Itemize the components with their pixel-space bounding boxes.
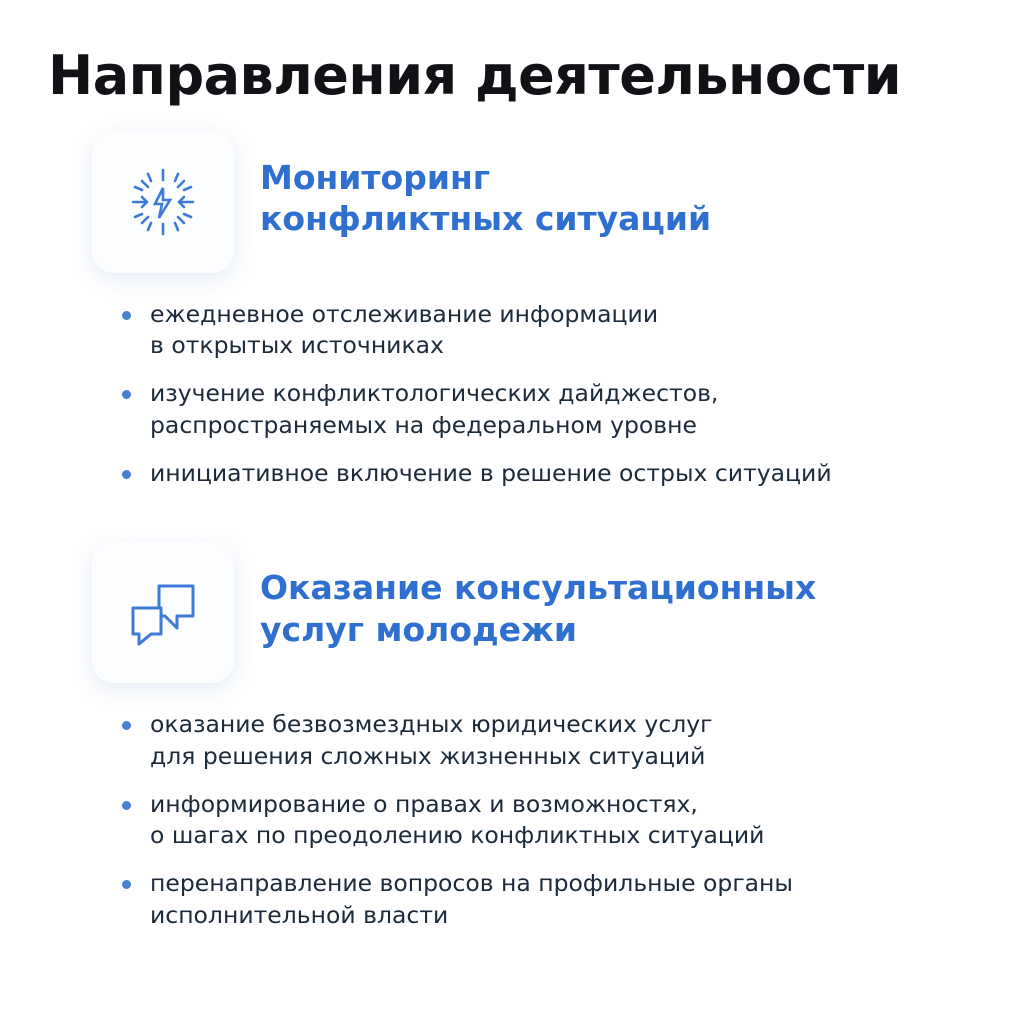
bullet-line: оказание безвозмездных юридических услуг bbox=[150, 710, 713, 739]
list-item bbox=[104, 299, 984, 362]
bullet-line: инициативное включение в решение острых ситуаций bbox=[150, 458, 832, 487]
list-item bbox=[104, 378, 984, 441]
section-header bbox=[48, 131, 984, 273]
bullet-dot-icon bbox=[122, 880, 131, 889]
bullet-dot-icon bbox=[122, 390, 131, 399]
list-item bbox=[104, 458, 984, 490]
bullet-dot-icon bbox=[122, 470, 131, 479]
bullet-dot-icon bbox=[122, 721, 131, 730]
bullet-line: ежедневное отслеживание информации bbox=[150, 299, 659, 328]
bullet-list bbox=[48, 709, 984, 931]
page-title: Направления деятельности bbox=[48, 44, 902, 107]
section-title-line: Оказание консультационных bbox=[260, 568, 817, 608]
list-item bbox=[104, 789, 984, 852]
bullet-line: для решения сложных жизненных ситуаций bbox=[150, 742, 706, 770]
bullet-line: исполнительной власти bbox=[150, 900, 449, 929]
section-header bbox=[48, 541, 984, 683]
bullet-list bbox=[48, 299, 984, 490]
list-item bbox=[104, 709, 984, 772]
bullet-line: изучение конфликтологических дайджестов, bbox=[150, 379, 719, 408]
bullet-line: о шагах по преодолению конфликтных ситуаций bbox=[150, 821, 765, 850]
bullet-line: распространяемых на федеральном уровне bbox=[150, 410, 697, 439]
bullet-line: перенаправление вопросов на профильные органы bbox=[150, 869, 793, 898]
section-title-line: Мониторинг bbox=[260, 157, 491, 197]
bullet-line: информирование о правах и возможностях, bbox=[150, 789, 698, 818]
section-title-line: конфликтных ситуаций bbox=[260, 198, 712, 238]
section-consulting bbox=[48, 541, 984, 931]
chat-bubbles-icon bbox=[92, 541, 234, 683]
section-title-line: услуг молодежи bbox=[260, 609, 577, 649]
bullet-dot-icon bbox=[122, 801, 131, 810]
conflict-lightning-icon bbox=[92, 131, 234, 273]
section-title bbox=[260, 157, 711, 240]
list-item bbox=[104, 868, 984, 931]
bullet-line: в открытых источниках bbox=[150, 331, 444, 360]
section-title bbox=[260, 567, 816, 650]
section-monitoring bbox=[48, 131, 984, 490]
bullet-dot-icon bbox=[122, 311, 131, 320]
